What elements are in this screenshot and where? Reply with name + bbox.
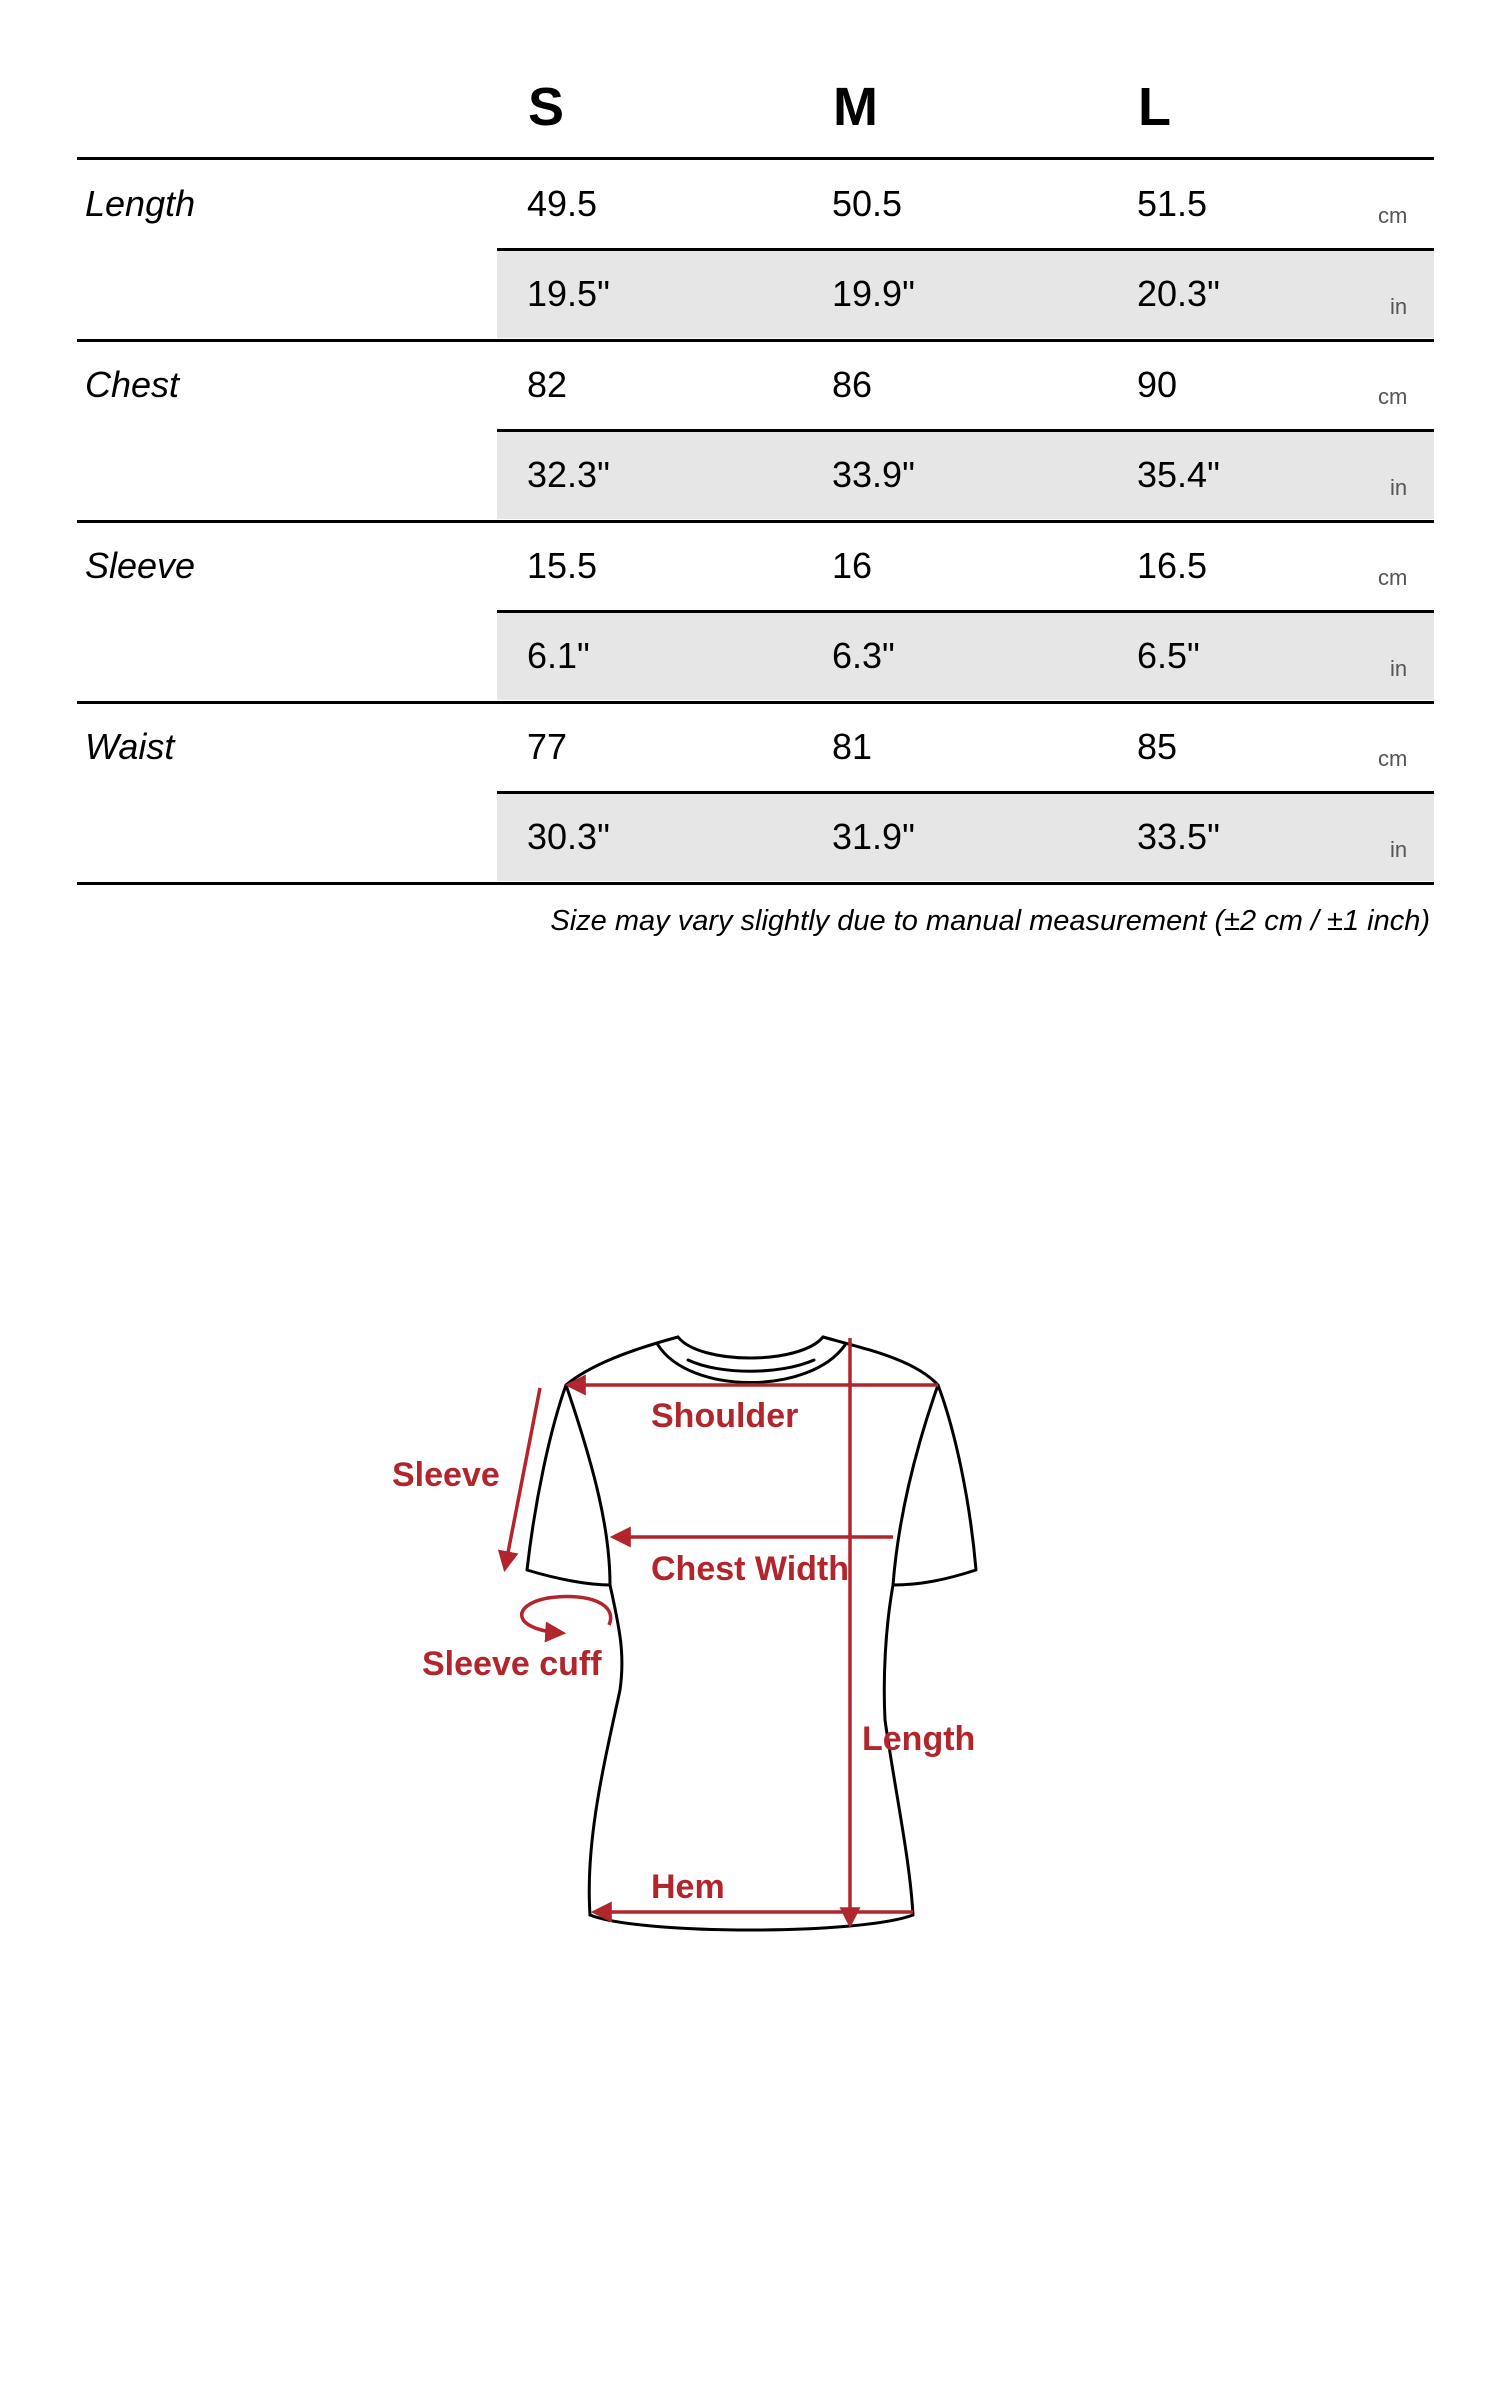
cell-length-l-cm: 51.5 <box>1137 183 1208 224</box>
cell-sleeve-m-in: 6.3" <box>832 635 895 676</box>
row-label-chest: Chest <box>85 364 180 405</box>
unit-in: in <box>1390 837 1408 862</box>
size-header-s: S <box>528 77 565 137</box>
cell-sleeve-l-cm: 16.5 <box>1137 545 1208 586</box>
tshirt-hem <box>590 1915 913 1930</box>
table-subdivider <box>497 429 1434 432</box>
tshirt-underarm-right <box>893 1385 938 1585</box>
measurement-footnote: Size may vary slightly due to manual measurement (±2 cm / ±1 inch) <box>550 905 1430 937</box>
inch-row-shade <box>497 251 1434 338</box>
row-label-length: Length <box>85 183 196 224</box>
cell-chest-m-in: 33.9" <box>832 454 915 495</box>
length-label: Length <box>862 1720 976 1758</box>
table-divider <box>77 701 1434 704</box>
table-subdivider <box>497 248 1434 251</box>
table-subdivider <box>497 791 1434 794</box>
shoulder-label: Shoulder <box>651 1397 799 1435</box>
hem-label: Hem <box>651 1868 725 1906</box>
unit-cm: cm <box>1378 203 1408 228</box>
tshirt-collar-inner <box>658 1345 845 1383</box>
size-header-l: L <box>1138 77 1171 137</box>
cell-waist-s-cm: 77 <box>527 726 568 767</box>
cell-sleeve-s-cm: 15.5 <box>527 545 598 586</box>
cell-length-s-cm: 49.5 <box>527 183 598 224</box>
cell-chest-l-cm: 90 <box>1137 364 1178 405</box>
table-divider <box>77 157 1434 160</box>
sleeve-arrow <box>505 1388 540 1568</box>
cell-sleeve-s-in: 6.1" <box>527 635 590 676</box>
cell-chest-s-in: 32.3" <box>527 454 610 495</box>
inch-row-shade <box>497 794 1434 881</box>
cell-waist-m-cm: 81 <box>832 726 873 767</box>
cell-waist-l-cm: 85 <box>1137 726 1178 767</box>
table-divider <box>77 520 1434 523</box>
chest-width-label: Chest Width <box>651 1550 850 1588</box>
sleeve-label: Sleeve <box>392 1456 500 1494</box>
cell-chest-m-cm: 86 <box>832 364 873 405</box>
cell-length-s-in: 19.5" <box>527 273 610 314</box>
table-subdivider <box>497 610 1434 613</box>
tshirt-collar-band <box>688 1360 814 1371</box>
cell-sleeve-m-cm: 16 <box>832 545 873 586</box>
cell-waist-l-in: 33.5" <box>1137 816 1220 857</box>
cell-length-m-cm: 50.5 <box>832 183 903 224</box>
cell-waist-m-in: 31.9" <box>832 816 915 857</box>
table-divider <box>77 339 1434 342</box>
cell-length-l-in: 20.3" <box>1137 273 1220 314</box>
tshirt-collar-outer <box>678 1337 823 1358</box>
unit-cm: cm <box>1378 384 1408 409</box>
unit-in: in <box>1390 656 1408 681</box>
cell-chest-s-cm: 82 <box>527 364 568 405</box>
row-label-waist: Waist <box>85 726 175 767</box>
cell-waist-s-in: 30.3" <box>527 816 610 857</box>
cell-chest-l-in: 35.4" <box>1137 454 1220 495</box>
unit-cm: cm <box>1378 746 1408 771</box>
cell-length-m-in: 19.9" <box>832 273 915 314</box>
table-divider <box>77 882 1434 885</box>
cell-sleeve-l-in: 6.5" <box>1137 635 1200 676</box>
tshirt-measurement-diagram <box>0 1280 1500 2000</box>
unit-cm: cm <box>1378 565 1408 590</box>
size-header-m: M <box>833 77 878 137</box>
row-label-sleeve: Sleeve <box>85 545 196 586</box>
unit-in: in <box>1390 475 1408 500</box>
unit-in: in <box>1390 294 1408 319</box>
tshirt-underarm-left <box>566 1385 610 1585</box>
tshirt-body-right <box>823 1337 976 1915</box>
sleeve-cuff-arrow <box>522 1597 611 1633</box>
inch-row-shade <box>497 432 1434 519</box>
sleeve-cuff-label: Sleeve cuff <box>422 1645 602 1683</box>
inch-row-shade <box>497 613 1434 700</box>
